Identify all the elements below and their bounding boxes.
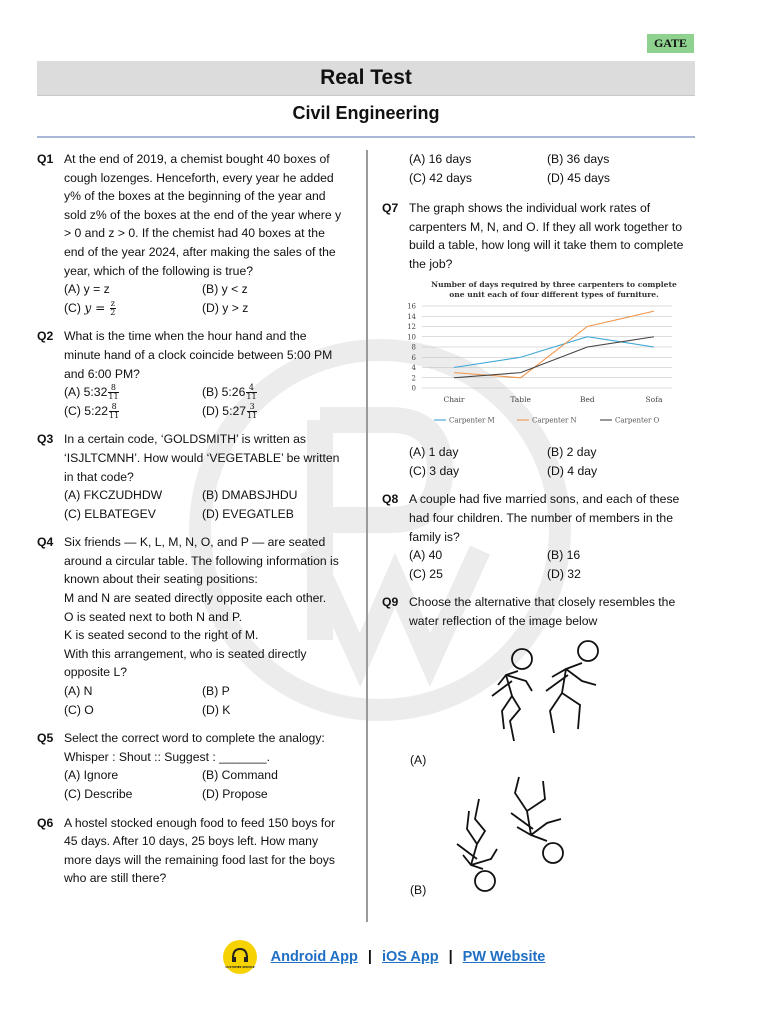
option-a[interactable]: (A) FKCZUDHDW (64, 488, 163, 503)
question-number: Q3 (37, 432, 54, 447)
option-c[interactable]: (C) O (64, 702, 94, 717)
question-number: Q5 (37, 731, 54, 746)
numerator: z (110, 299, 115, 309)
question-number: Q2 (37, 329, 54, 344)
question-number: Q7 (382, 201, 399, 216)
y-tick-label: 0 (411, 384, 416, 393)
fraction (110, 300, 116, 317)
option-c[interactable]: (C) 3 day (409, 463, 460, 478)
question-text: K is seated second to the right of M. (64, 628, 259, 643)
work-rate-chart (382, 278, 682, 436)
question-number: Q9 (382, 595, 399, 610)
x-tick-label: Bed (579, 394, 595, 404)
option-c[interactable] (64, 299, 202, 318)
y-tick-label: 6 (411, 353, 416, 362)
question-text: Select the correct word to complete the analogy: (64, 731, 325, 746)
option-a[interactable]: (A) (410, 752, 427, 767)
android-app-link[interactable]: Android App (270, 949, 358, 965)
options (409, 150, 696, 187)
numerator: 8 (108, 384, 118, 393)
options (409, 443, 696, 480)
fraction (108, 384, 118, 401)
footer-links (223, 940, 546, 974)
badge-text: CUSTOMER SERVICE (224, 966, 255, 969)
y-tick-label: 8 (411, 343, 416, 352)
question-text: M and N are seated directly opposite each other. (64, 591, 327, 606)
option-d[interactable]: (D) 45 days (547, 170, 610, 185)
question-number: Q8 (382, 492, 399, 507)
denominator: 11 (247, 411, 258, 420)
page-subtitle: Civil Engineering (292, 103, 440, 123)
dancing-figures-image (462, 641, 612, 766)
option-a[interactable] (64, 383, 202, 402)
option-a[interactable]: (A) 16 days (409, 152, 472, 166)
option-b[interactable]: (B) DMABSJHDU (202, 488, 298, 503)
question-1 (37, 150, 342, 317)
y-tick-label: 12 (407, 322, 416, 331)
footer (0, 940, 768, 974)
option-a[interactable]: (A) y = z (64, 282, 110, 297)
question-6-options (382, 150, 696, 187)
fraction (246, 384, 256, 401)
option-label: (C) 5:22 (64, 403, 109, 418)
x-tick-label: Chair (443, 394, 465, 404)
question-4 (37, 533, 342, 719)
option-b[interactable]: (B) 36 days (547, 152, 610, 166)
option-d[interactable]: (D) 4 day (547, 463, 598, 478)
question-text: What is the time when the hour hand and the minute hand of a clock coincide between 5:00 PM and 6:00 PM? (64, 329, 333, 381)
question-number: Q6 (37, 815, 54, 830)
header-rule (37, 136, 695, 138)
numerator: 3 (247, 403, 257, 412)
question-text: A hostel stocked enough food to feed 150 boys for 45 days. After 10 days, 25 boys left. How many more days will the remaining food last for the boys who are still there? (64, 815, 336, 886)
option-c[interactable]: (C) ELBATEGEV (64, 506, 156, 521)
y-tick-label: 2 (411, 373, 416, 382)
numerator: 8 (109, 403, 119, 412)
option-d[interactable]: (D) EVEGATLEB (202, 506, 294, 521)
option-label: (D) 5:27 (202, 403, 247, 418)
right-column (382, 150, 696, 916)
y-tick-label: 10 (407, 332, 416, 341)
denominator: 11 (108, 392, 119, 402)
legend-label: Carpenter O (615, 416, 660, 425)
option-a[interactable]: (A) Ignore (64, 768, 119, 783)
option-b[interactable] (202, 383, 352, 402)
chart-title-line2: one unit each of four different types of furniture. (449, 289, 659, 299)
denominator: 11 (109, 411, 120, 420)
question-text: Six friends — K, L, M, N, O, and P — are seated around a circular table. The following information is known about their seating positions: (64, 535, 339, 587)
y-tick-label: 16 (407, 302, 416, 311)
ios-app-link[interactable]: iOS App (381, 949, 439, 965)
option-d[interactable]: (D) Propose (202, 787, 268, 801)
option-d[interactable]: (D) y > z (202, 300, 249, 315)
question-7 (382, 199, 696, 480)
pw-website-link[interactable]: PW Website (462, 949, 546, 965)
fraction (109, 403, 119, 420)
question-text: The graph shows the individual work rates of carpenters M, N, and O. If they all work together to build a table, how long will it take them to complete the job? (409, 201, 684, 271)
question-5 (37, 729, 342, 803)
reflected-figures-image (427, 771, 577, 896)
option-c[interactable]: (C) 25 (409, 566, 443, 581)
options (64, 486, 342, 523)
question-9 (382, 593, 696, 905)
legend-label: Carpenter M (449, 416, 495, 425)
option-c[interactable]: (C) 42 days (409, 170, 472, 185)
left-column (37, 150, 342, 898)
option-d[interactable]: (D) K (202, 702, 231, 717)
option-c[interactable]: (C) Describe (64, 787, 133, 801)
option-b[interactable]: (B) 2 day (547, 445, 597, 460)
chart-grid (422, 306, 672, 388)
y-tick-label: 14 (407, 312, 416, 321)
option-b-block (382, 771, 696, 906)
option-label: (C) (64, 300, 85, 315)
question-number: Q4 (37, 535, 54, 550)
option-d[interactable] (202, 402, 352, 421)
question-number: Q1 (37, 152, 54, 166)
y-axis-ticks (407, 302, 416, 392)
question-3 (37, 430, 342, 523)
option-math: y = (84, 300, 106, 315)
headset-icon (224, 945, 255, 969)
separator: | (367, 949, 372, 965)
x-tick-label: Table (510, 394, 531, 404)
y-tick-label: 4 (411, 363, 416, 372)
denominator: 11 (246, 392, 257, 402)
legend-label: Carpenter N (532, 416, 577, 425)
exam-tag: GATE (647, 34, 694, 53)
option-a[interactable]: (A) 1 day (409, 445, 459, 460)
options (64, 766, 342, 803)
question-text: At the end of 2019, a chemist bought 40 boxes of cough lozenges. Henceforth, every year he added y% of the boxes at the beginning of the year and sold z% of the boxes at the end of the year where y > 0 and z > 0. If the chemist had 40 boxes at the end of the year 2024, after making the sales of the year, which of the following is true? (64, 152, 342, 278)
denominator: 2 (110, 308, 116, 318)
separator: | (448, 949, 453, 965)
options (409, 546, 696, 583)
option-a-block (382, 631, 696, 771)
question-text: A couple had five married sons, and each of these had four children. The number of members in the family is? (409, 492, 680, 544)
page-title: Real Test (37, 61, 695, 96)
question-text: Whisper : Shout :: Suggest : _______. (64, 749, 270, 764)
numerator: 4 (246, 384, 256, 393)
option-d[interactable]: (D) 32 (547, 566, 581, 581)
x-tick-label: Sofa (645, 394, 663, 404)
option-b[interactable]: (B) P (202, 684, 230, 699)
chart-title-line1: Number of days required by three carpenters to complete (431, 279, 677, 289)
options (64, 383, 342, 420)
option-a[interactable]: (A) 40 (409, 548, 443, 563)
question-text: O is seated next to both N and P. (64, 609, 242, 624)
question-text: With this arrangement, who is seated directly opposite L? (64, 646, 307, 680)
question-text: Choose the alternative that closely resembles the water reflection of the image below (409, 595, 676, 628)
option-b[interactable]: (B) Command (202, 768, 278, 783)
question-6 (37, 814, 342, 888)
question-text: In a certain code, ‘GOLDSMITH’ is written as ‘ISJLTCMNH’. How would ‘VEGETABLE’ be written in that code? (64, 432, 340, 484)
option-label: (A) 5:32 (64, 385, 108, 400)
column-divider (366, 150, 368, 922)
option-b[interactable]: (B) y < z (202, 282, 248, 297)
question-8 (382, 490, 696, 583)
option-a[interactable]: (A) N (64, 684, 93, 699)
chart-legend (434, 416, 660, 424)
options (64, 682, 342, 719)
customer-service-icon[interactable] (223, 940, 257, 974)
option-c[interactable] (64, 402, 202, 421)
options (64, 280, 342, 317)
option-b[interactable]: (B) (410, 882, 427, 897)
question-2 (37, 327, 342, 420)
x-axis-ticks (443, 395, 662, 404)
option-label: (B) 5:26 (202, 385, 246, 400)
option-b[interactable]: (B) 16 (547, 548, 581, 563)
fraction (247, 403, 257, 420)
